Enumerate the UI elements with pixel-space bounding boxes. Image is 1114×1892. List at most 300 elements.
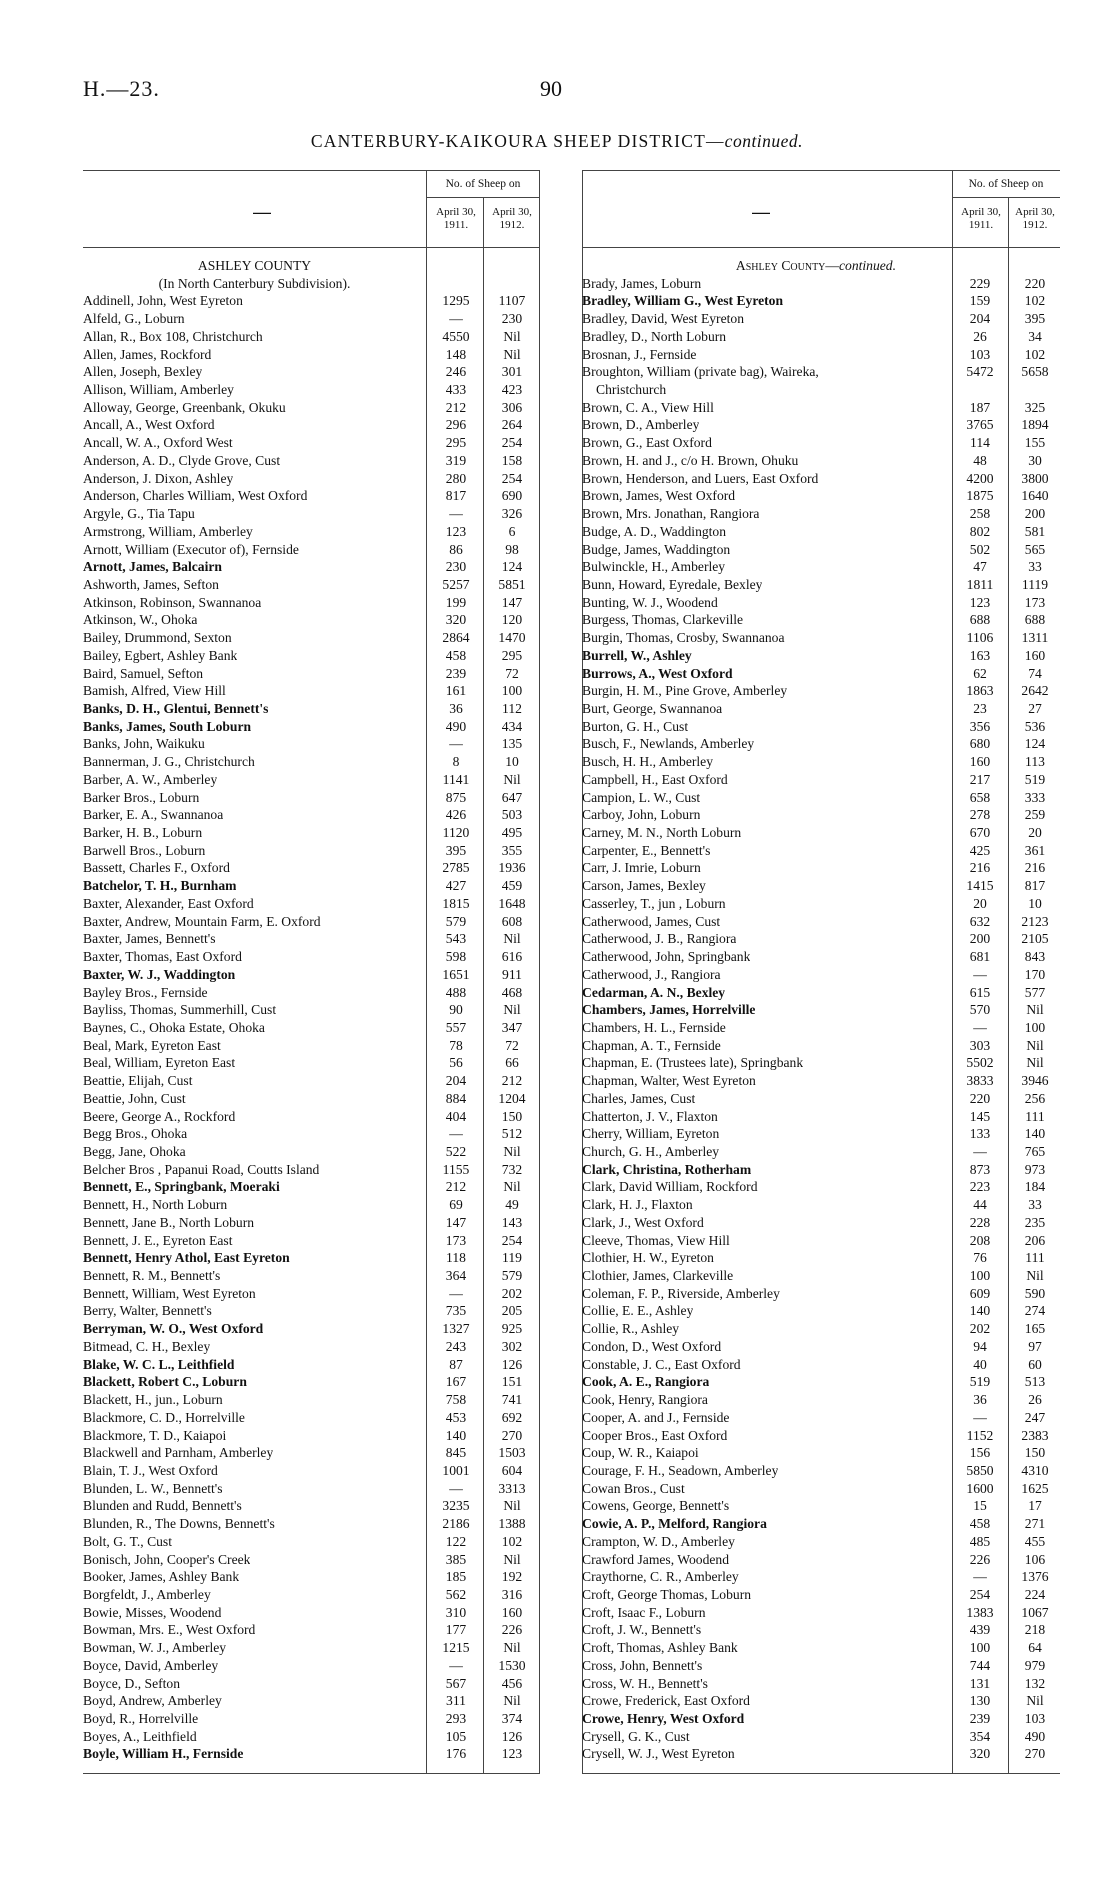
table-row xyxy=(582,877,1060,895)
owner-name: Cleeve, Thomas, View Hill xyxy=(582,1232,730,1248)
table-row xyxy=(582,523,1060,541)
sheep-count-1912: 254 xyxy=(501,435,523,451)
sheep-count-1911: 319 xyxy=(445,452,467,468)
table-row xyxy=(582,1249,1060,1267)
sheep-count-1912: 374 xyxy=(501,1711,523,1727)
sheep-count-1911: 131 xyxy=(969,1675,991,1691)
table-row xyxy=(83,346,540,364)
owner-name: Beattie, John, Cust xyxy=(83,1090,186,1106)
sheep-count-1911: — xyxy=(449,1285,463,1301)
sheep-count-1912: 692 xyxy=(501,1409,523,1425)
table-row xyxy=(582,753,1060,771)
table-row xyxy=(582,966,1060,984)
sheep-count-1911: 8 xyxy=(452,754,460,770)
sheep-count-1911: 212 xyxy=(445,399,467,415)
sheep-count-1912: 434 xyxy=(501,718,523,734)
table-row xyxy=(582,1497,1060,1515)
table-row xyxy=(582,984,1060,1002)
left-table xyxy=(83,170,540,1774)
sheep-count-1912: 302 xyxy=(501,1338,523,1354)
owner-name: Blunden and Rudd, Bennett's xyxy=(83,1498,242,1514)
sheep-count-1912: 579 xyxy=(501,1268,523,1284)
sheep-count-1912: 608 xyxy=(501,913,523,929)
table-row xyxy=(582,310,1060,328)
table-row xyxy=(582,594,1060,612)
table-row xyxy=(582,771,1060,789)
owner-name: Begg, Jane, Ohoka xyxy=(83,1144,186,1159)
owner-name: Ancall, A., West Oxford xyxy=(83,417,215,433)
table-row xyxy=(582,1551,1060,1569)
owner-name: Carney, M. N., North Loburn xyxy=(582,825,742,841)
sheep-count-1912: 72 xyxy=(505,665,519,681)
owner-name: Baxter, W. J., Waddington xyxy=(83,966,236,982)
table-row xyxy=(582,930,1060,948)
sheep-count-1912: 306 xyxy=(501,399,523,415)
table-row xyxy=(83,930,540,948)
owner-name: Cherry, William, Eyreton xyxy=(582,1126,720,1142)
sheep-count-1911: 1811 xyxy=(966,576,994,592)
table-row xyxy=(83,1125,540,1143)
table-row xyxy=(83,1196,540,1214)
sheep-count-1912: Nil xyxy=(1026,1693,1044,1709)
table-row xyxy=(582,275,1060,293)
sheep-count-1912: 33 xyxy=(1028,559,1042,575)
sheep-count-1912: 106 xyxy=(1024,1551,1046,1567)
sheep-count-1912: 690 xyxy=(501,488,523,504)
owner-name: Brown, C. A., View Hill xyxy=(582,399,714,415)
sheep-count-1911: 1383 xyxy=(966,1604,994,1620)
owner-name: Chapman, E. (Trustees late), Springbank xyxy=(582,1055,804,1071)
column-header-1912: April 30, 1912. xyxy=(1015,206,1055,231)
table-row xyxy=(582,1586,1060,1604)
owner-name: Blake, W. C. L., Leithfield xyxy=(83,1356,235,1372)
table-row xyxy=(83,1692,540,1710)
sheep-count-1911: 204 xyxy=(969,311,991,327)
sheep-count-1912: Nil xyxy=(1026,1002,1044,1018)
owner-name: Bunting, W. J., Woodend xyxy=(582,594,718,610)
owner-name: Chatterton, J. V., Flaxton xyxy=(582,1108,718,1124)
table-row xyxy=(83,700,540,718)
owner-name: Allan, R., Box 108, Christchurch xyxy=(83,328,263,344)
sheep-count-1912: 126 xyxy=(501,1728,523,1744)
sheep-count-1912: 270 xyxy=(1024,1746,1046,1762)
sheep-count-1911: 94 xyxy=(973,1338,987,1354)
owner-name: Berry, Walter, Bennett's xyxy=(83,1303,212,1319)
owner-name: Bennett, H., North Loburn xyxy=(83,1197,228,1213)
sheep-count-1912: 230 xyxy=(501,311,523,327)
owner-name: Crysell, W. J., West Eyreton xyxy=(582,1746,735,1762)
table-row xyxy=(83,611,540,629)
sheep-count-1911: 488 xyxy=(445,984,467,1000)
sheep-count-1912: 456 xyxy=(501,1675,523,1691)
owner-name: Crysell, G. K., Cust xyxy=(582,1728,690,1744)
sheep-count-1912: 173 xyxy=(1024,594,1046,610)
table-row xyxy=(83,1320,540,1338)
table-row xyxy=(582,1515,1060,1533)
table-row xyxy=(582,1480,1060,1498)
table-row xyxy=(582,647,1060,665)
sheep-count-1912: 5658 xyxy=(1021,364,1049,380)
sheep-count-1911: — xyxy=(973,966,987,982)
sheep-count-1911: 258 xyxy=(969,506,991,522)
table-row xyxy=(83,1444,540,1462)
table-row xyxy=(83,1108,540,1126)
sheep-count-1912: 513 xyxy=(1024,1374,1046,1390)
owner-name: Ashworth, James, Sefton xyxy=(83,576,219,592)
sheep-count-1912: Nil xyxy=(503,1551,521,1567)
owner-name: Busch, H. H., Amberley xyxy=(582,754,714,770)
sheep-count-1912: 254 xyxy=(501,1232,523,1248)
table-row xyxy=(582,399,1060,417)
owner-name: Chambers, James, Horrelville xyxy=(582,1002,756,1018)
sheep-count-1911: 147 xyxy=(445,1214,467,1230)
table-row xyxy=(83,1568,540,1586)
sheep-count-1912: 150 xyxy=(1024,1445,1046,1461)
sheep-count-1912: 2383 xyxy=(1021,1427,1049,1443)
sheep-count-1912: 160 xyxy=(501,1604,523,1620)
sheep-count-1911: — xyxy=(973,1569,987,1585)
sheep-count-1911: 1295 xyxy=(442,293,470,309)
sheep-count-1912: 423 xyxy=(501,382,523,398)
table-row xyxy=(83,416,540,434)
table-row xyxy=(83,1710,540,1728)
sheep-count-1912: 119 xyxy=(502,1250,522,1266)
owner-name: Crawford James, Woodend xyxy=(582,1551,730,1567)
sheep-count-1911: 425 xyxy=(969,842,991,858)
sheep-count-1911: 632 xyxy=(969,913,991,929)
sheep-count-1911: 105 xyxy=(445,1728,467,1744)
owner-name: Anderson, A. D., Clyde Grove, Cust xyxy=(83,452,281,468)
table-row xyxy=(83,1161,540,1179)
table-row xyxy=(582,1001,1060,1019)
sheep-count-1912: 135 xyxy=(501,736,523,752)
sheep-count-1912: 165 xyxy=(1024,1321,1046,1337)
owner-name: Crampton, W. D., Amberley xyxy=(582,1533,735,1549)
sheep-count-1911: 36 xyxy=(449,701,463,716)
table-row xyxy=(83,789,540,807)
table-row xyxy=(83,1745,540,1763)
sheep-count-1911: 4200 xyxy=(966,470,994,486)
sheep-count-1911: 86 xyxy=(449,541,463,557)
sheep-count-1911: 47 xyxy=(973,559,987,575)
sheep-count-1911: 26 xyxy=(973,328,987,344)
owner-name: Berryman, W. O., West Oxford xyxy=(83,1321,264,1337)
sheep-count-1911: 5472 xyxy=(966,364,994,380)
sheep-count-1912: 688 xyxy=(1024,612,1046,628)
owner-name: Bailey, Egbert, Ashley Bank xyxy=(83,647,238,663)
table-row xyxy=(582,1356,1060,1374)
table-row xyxy=(83,771,540,789)
sheep-count-1911: 744 xyxy=(969,1657,991,1673)
sheep-count-1912: 3800 xyxy=(1021,470,1049,486)
sheep-count-1911: 439 xyxy=(969,1622,991,1638)
sheep-count-1911: 1327 xyxy=(442,1321,470,1337)
table-row xyxy=(83,806,540,824)
table-row xyxy=(83,1302,540,1320)
table-row xyxy=(582,895,1060,913)
sheep-count-1912: 256 xyxy=(1024,1090,1046,1106)
sheep-count-1911: 226 xyxy=(969,1551,991,1567)
sheep-count-1911: 243 xyxy=(445,1338,467,1354)
table-row xyxy=(582,1462,1060,1480)
heading-suffix: continued. xyxy=(839,258,897,273)
sheep-count-1912: 254 xyxy=(501,470,523,486)
sheep-count-1911: 3235 xyxy=(442,1498,470,1514)
table-row xyxy=(83,913,540,931)
sheep-count-1911: 609 xyxy=(969,1285,991,1301)
owner-name: Boyce, D., Sefton xyxy=(83,1675,181,1691)
table-row xyxy=(582,806,1060,824)
sheep-count-1911: 1875 xyxy=(966,488,994,504)
owner-name: Ancall, W. A., Oxford West xyxy=(83,435,233,451)
owner-name: Clothier, H. W., Eyreton xyxy=(582,1250,714,1266)
table-row xyxy=(582,1090,1060,1108)
sheep-count-1912: 26 xyxy=(1028,1392,1042,1408)
owner-name: Cook, A. E., Rangiora xyxy=(582,1374,710,1390)
owner-name: Burgin, Thomas, Crosby, Swannanoa xyxy=(582,630,785,646)
sheep-count-1911: 1141 xyxy=(442,771,470,787)
sheep-count-1911: 519 xyxy=(969,1374,991,1390)
sheep-count-1911: 223 xyxy=(969,1179,991,1195)
sheep-count-1911: 163 xyxy=(969,647,991,663)
table-row xyxy=(83,1232,540,1250)
owner-name: Bailey, Drummond, Sexton xyxy=(83,630,232,646)
sheep-count-1912: 911 xyxy=(502,966,522,982)
sheep-count-1912: 843 xyxy=(1024,949,1046,965)
table-row xyxy=(83,842,540,860)
sheep-count-1911: 254 xyxy=(969,1587,991,1602)
sheep-count-1912: 1936 xyxy=(498,860,526,876)
table-row xyxy=(83,1249,540,1267)
sheep-count-1911: 140 xyxy=(969,1303,991,1319)
sheep-count-1912: 20 xyxy=(1028,825,1042,841)
owner-name: Burgess, Thomas, Clarkeville xyxy=(582,612,744,628)
section-heading xyxy=(83,275,540,293)
owner-name: Allen, James, Rockford xyxy=(83,346,212,362)
sheep-count-1912: 143 xyxy=(501,1214,523,1230)
table-row xyxy=(83,966,540,984)
sheep-count-1911: 5257 xyxy=(442,576,470,592)
sheep-count-1912: 158 xyxy=(501,452,523,468)
sheep-count-1912: 1107 xyxy=(498,293,526,309)
table-row xyxy=(582,1320,1060,1338)
sheep-count-1911: 680 xyxy=(969,736,991,752)
sheep-count-1912: 103 xyxy=(1024,1711,1046,1727)
table-row xyxy=(582,611,1060,629)
owner-name: Carson, James, Bexley xyxy=(582,878,706,894)
sheep-count-1912: 123 xyxy=(501,1746,523,1762)
table-row xyxy=(582,1568,1060,1586)
sheep-count-1912: 212 xyxy=(501,1073,523,1089)
table-row xyxy=(83,1072,540,1090)
sheep-count-1911: 490 xyxy=(445,718,467,734)
table-row xyxy=(582,292,1060,310)
owner-name: Boyd, Andrew, Amberley xyxy=(83,1693,222,1709)
sheep-count-1911: 522 xyxy=(445,1144,467,1159)
sheep-count-1911: 200 xyxy=(969,931,991,947)
sheep-count-1911: 681 xyxy=(969,949,991,965)
sheep-count-1911: 212 xyxy=(445,1179,467,1195)
owner-name: Beere, George A., Rockford xyxy=(83,1108,236,1124)
sheep-count-1911: 280 xyxy=(445,470,467,486)
section-heading xyxy=(582,257,1060,275)
owner-name: Budge, James, Waddington xyxy=(582,541,731,557)
table-row xyxy=(582,735,1060,753)
sheep-count-1911: 433 xyxy=(445,382,467,398)
sheep-count-1912: 732 xyxy=(501,1161,523,1177)
table-row xyxy=(582,576,1060,594)
sheep-count-1912: 10 xyxy=(505,754,519,770)
sheep-count-1911: 485 xyxy=(969,1533,991,1549)
owner-name: Burt, George, Swannanoa xyxy=(582,701,723,716)
sheep-count-1911: 140 xyxy=(445,1427,467,1443)
sheep-count-1912: 495 xyxy=(501,825,523,841)
owner-name: Boyce, David, Amberley xyxy=(83,1657,219,1673)
owner-name: Cooper, A. and J., Fernside xyxy=(582,1409,730,1425)
sheep-count-1912: 301 xyxy=(501,364,523,380)
owner-name: Arnott, James, Balcairn xyxy=(83,559,222,575)
sheep-count-1911: 5502 xyxy=(966,1055,994,1071)
sheep-count-1911: — xyxy=(973,1019,987,1035)
sheep-count-1912: Nil xyxy=(503,1693,521,1709)
owner-name: Catherwood, James, Cust xyxy=(582,913,721,929)
table-row xyxy=(83,1604,540,1622)
column-header-name: — xyxy=(253,202,271,222)
owner-name: Allison, William, Amberley xyxy=(83,382,234,398)
sheep-count-1912: 30 xyxy=(1028,452,1042,468)
sheep-count-1912: 216 xyxy=(1024,860,1046,876)
page-title: CANTERBURY-KAIKOURA SHEEP DISTRICT—continued. xyxy=(310,131,804,151)
sheep-count-1912: 973 xyxy=(1024,1161,1046,1177)
sheep-count-1912: 2105 xyxy=(1021,931,1049,947)
sheep-count-1912: 120 xyxy=(501,612,523,628)
owner-name: Bonisch, John, Cooper's Creek xyxy=(83,1551,251,1567)
sheep-count-1911: 199 xyxy=(445,594,467,610)
sheep-count-1911: 56 xyxy=(449,1055,463,1071)
owner-name: Alloway, George, Greenbank, Okuku xyxy=(83,399,286,415)
sheep-count-1912: 490 xyxy=(1024,1728,1046,1744)
sheep-count-1912: 1311 xyxy=(1021,630,1049,646)
owner-name: Blunden, L. W., Bennett's xyxy=(83,1480,223,1496)
right-table xyxy=(582,170,1060,1774)
sheep-count-1911: 562 xyxy=(445,1587,467,1602)
owner-name: Barker, E. A., Swannanoa xyxy=(83,807,224,823)
owner-name: Bassett, Charles F., Oxford xyxy=(83,860,230,876)
sheep-count-1911: 2186 xyxy=(442,1516,470,1532)
sheep-count-1911: 187 xyxy=(969,399,991,415)
owner-name: Baxter, James, Bennett's xyxy=(83,931,216,947)
sheep-count-1911: 458 xyxy=(969,1516,991,1532)
table-row xyxy=(83,434,540,452)
sheep-count-1912: 97 xyxy=(1028,1338,1042,1354)
sheep-count-1912: 1470 xyxy=(498,630,526,646)
owner-name: Borgfeldt, J., Amberley xyxy=(83,1587,211,1602)
sheep-count-1912: 6 xyxy=(508,523,516,539)
owner-name: Boyd, R., Horrelville xyxy=(83,1711,199,1727)
table-row xyxy=(582,1072,1060,1090)
sheep-count-1911: 579 xyxy=(445,913,467,929)
sheep-count-1911: 427 xyxy=(445,878,467,894)
table-row xyxy=(83,594,540,612)
owner-name: Bolt, G. T., Cust xyxy=(83,1533,173,1549)
sheep-count-1912: 100 xyxy=(1024,1019,1046,1035)
owner-name: Beattie, Elijah, Cust xyxy=(83,1073,193,1089)
owner-name: Booker, James, Ashley Bank xyxy=(83,1569,240,1585)
table-row xyxy=(83,1037,540,1055)
sheep-count-1911: 1106 xyxy=(966,630,994,646)
owner-name: Baxter, Alexander, East Oxford xyxy=(83,895,254,911)
sheep-count-1912: 102 xyxy=(1024,346,1046,362)
owner-name: Banks, James, South Loburn xyxy=(83,718,252,734)
sheep-count-1911: 1815 xyxy=(442,895,470,911)
sheep-count-1912: 2642 xyxy=(1021,683,1049,699)
sheep-count-1911: 15 xyxy=(973,1498,987,1514)
sheep-count-1911: 311 xyxy=(446,1693,466,1709)
sheep-count-1911: 44 xyxy=(973,1197,987,1213)
owner-name: Blackett, H., jun., Loburn xyxy=(83,1392,223,1408)
sheep-count-1912: 49 xyxy=(505,1197,519,1213)
table-row xyxy=(83,1373,540,1391)
sheep-count-1911: 90 xyxy=(449,1002,463,1018)
sheep-count-1912: Nil xyxy=(1026,1037,1044,1053)
owner-name: Clark, David William, Rockford xyxy=(582,1179,758,1195)
table-row xyxy=(83,381,540,399)
table-row xyxy=(582,558,1060,576)
table-row xyxy=(582,1054,1060,1072)
sheep-count-1912: 259 xyxy=(1024,807,1046,823)
owner-name: Burton, G. H., Cust xyxy=(582,718,689,734)
sheep-count-1912: 184 xyxy=(1024,1179,1046,1195)
sheep-count-1911: 385 xyxy=(445,1551,467,1567)
owner-name: Crowe, Henry, West Oxford xyxy=(582,1711,745,1727)
table-row xyxy=(582,1037,1060,1055)
sheep-count-1911: 615 xyxy=(969,984,991,1000)
table-row xyxy=(83,1675,540,1693)
sheep-count-1912: 111 xyxy=(1025,1250,1045,1266)
owner-name: Croft, Isaac F., Loburn xyxy=(582,1604,706,1620)
table-row xyxy=(83,470,540,488)
owner-name: Cowie, A. P., Melford, Rangiora xyxy=(582,1516,767,1532)
owner-name: Anderson, Charles William, West Oxford xyxy=(83,488,308,504)
owner-name: Baxter, Thomas, East Oxford xyxy=(83,949,242,965)
owner-name: Bulwinckle, H., Amberley xyxy=(582,559,726,575)
table-row xyxy=(83,984,540,1002)
sheep-count-1912: 1625 xyxy=(1021,1480,1049,1496)
table-row xyxy=(83,895,540,913)
sheep-count-1911: 2864 xyxy=(442,630,470,646)
owner-name: Broughton, William (private bag), Waireka, xyxy=(582,364,819,380)
table-row xyxy=(582,1108,1060,1126)
table-row xyxy=(83,523,540,541)
sheep-count-1912: Nil xyxy=(503,771,521,787)
sheep-count-1912: 74 xyxy=(1028,665,1042,681)
sheep-count-1912: 140 xyxy=(1024,1126,1046,1142)
owner-name: Constable, J. C., East Oxford xyxy=(582,1356,741,1372)
sheep-count-1912: 112 xyxy=(502,701,522,716)
owner-name: Bowman, Mrs. E., West Oxford xyxy=(83,1622,256,1638)
sheep-count-1912: 220 xyxy=(1024,275,1046,291)
sheep-count-1912: 1648 xyxy=(498,895,526,911)
table-row xyxy=(83,1019,540,1037)
owner-name: Batchelor, T. H., Burnham xyxy=(83,878,237,894)
owner-name: Baynes, C., Ohoka Estate, Ohoka xyxy=(83,1019,265,1035)
column-header-1912: April 30, 1912. xyxy=(492,206,532,231)
table-row xyxy=(83,1001,540,1019)
sheep-count-1912: 1530 xyxy=(498,1657,526,1673)
sheep-count-1912: 270 xyxy=(501,1427,523,1443)
owner-name: Bamish, Alfred, View Hill xyxy=(83,683,226,699)
owner-name: Burrows, A., West Oxford xyxy=(582,665,733,681)
